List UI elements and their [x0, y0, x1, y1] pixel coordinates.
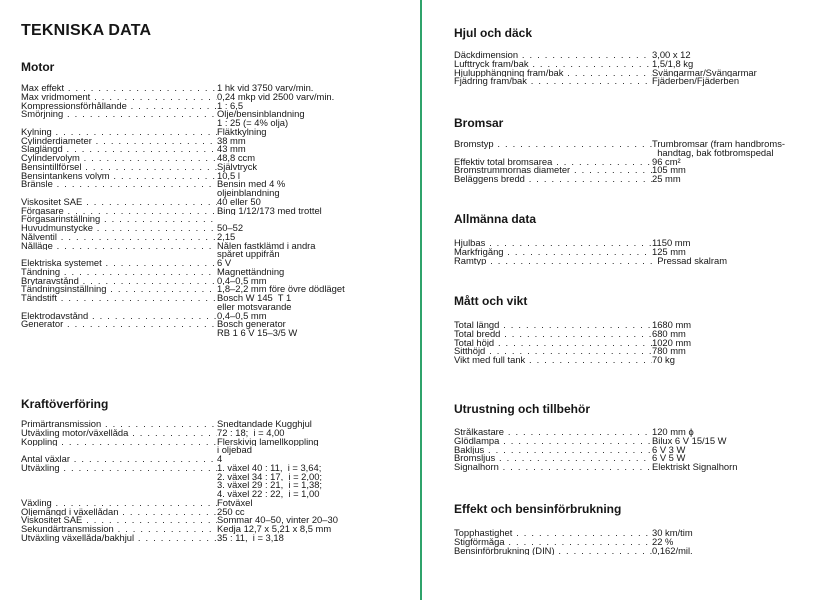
spec-row — [454, 339, 834, 348]
matt-spec-list — [454, 321, 834, 365]
spec-label: Nålventil . . . — [21, 233, 217, 242]
spec-value: spåret uppifrån — [217, 250, 280, 259]
spec-value: 1 hk vid 3750 varv/min. — [217, 84, 314, 93]
spec-value: 6 V — [217, 259, 232, 268]
spec-value: Flerskivig lamellkoppling — [217, 437, 319, 447]
spec-value: Bosch generator — [217, 320, 286, 329]
spec-label: Förgasare . . . — [21, 207, 217, 216]
spec-row — [454, 166, 834, 175]
spec-row — [21, 464, 413, 473]
spec-label: Kylning . . . — [21, 128, 217, 137]
spec-label: Viskositet SAE . . . — [21, 516, 217, 525]
spec-row — [21, 163, 413, 172]
spec-label: Sekundärtransmission . . . — [21, 525, 217, 534]
hjul-spec-list — [454, 51, 834, 86]
spec-value: Bilux 6 V 15/15 W — [652, 436, 727, 446]
spec-value: 50–52 — [217, 224, 244, 233]
spec-value: 6 V 3 W — [652, 445, 686, 455]
page-divider — [420, 0, 422, 600]
spec-row — [21, 490, 413, 499]
spec-label — [21, 446, 217, 455]
allmanna-spec-list — [454, 239, 834, 265]
spec-row — [21, 119, 413, 128]
spec-row — [21, 102, 413, 111]
spec-value: Snedtandade Kugghjul — [217, 420, 312, 429]
spec-label: Växling . . . — [21, 499, 217, 508]
spec-row — [454, 248, 834, 257]
spec-row — [21, 172, 413, 181]
spec-row — [21, 242, 413, 251]
spec-row — [454, 454, 834, 463]
spec-label: Tändning . . . — [21, 268, 217, 277]
spec-value: 96 cm² — [652, 157, 681, 167]
spec-label: Utväxling växellåda/bakhjul . . . — [21, 534, 217, 543]
spec-label: Hjulupphängning fram/bak . . . — [454, 69, 652, 78]
spec-label: Bränsle . . . — [21, 180, 217, 189]
spec-row — [454, 437, 834, 446]
spec-value: 1 : 25 (= 4% olja) — [217, 119, 289, 128]
spec-row — [454, 547, 834, 556]
spec-row — [21, 93, 413, 102]
spec-row — [21, 420, 413, 429]
spec-value: Kedja 12,7 x 5,21 x 8,5 mm — [217, 525, 332, 534]
spec-row — [454, 51, 834, 60]
spec-label — [21, 473, 217, 482]
spec-label: Tändningsinställning . . . — [21, 285, 217, 294]
spec-label: Nålläge . . . — [21, 242, 217, 251]
spec-value: 4 — [217, 455, 223, 464]
right-page — [423, 0, 840, 600]
bromsar-spec-list — [454, 140, 834, 184]
spec-label: Signalhorn . . . — [454, 463, 652, 472]
spec-row — [21, 525, 413, 534]
spec-row — [21, 329, 413, 338]
spec-label: Bromstrummornas diameter . . . — [454, 166, 652, 175]
spec-label: Brytaravstånd . . . — [21, 277, 217, 286]
spec-value: 3,00 x 12 — [652, 51, 691, 60]
spec-value: RB 1 6 V 15–3/5 W — [217, 329, 298, 338]
spec-label: Total höjd . . . — [454, 339, 652, 348]
spec-value: 10,5 l — [217, 171, 240, 181]
spec-label: Total längd . . . — [454, 321, 652, 330]
spec-value: 38 mm — [217, 136, 246, 146]
spec-value: 0,4–0,5 mm — [217, 276, 267, 286]
spec-value: Pressad skalram — [652, 256, 728, 266]
spec-label: Topphastighet . . . — [454, 529, 652, 538]
spec-value: 3. växel 29 : 21, i = 1,38; — [217, 481, 323, 490]
spec-label: Hjulbas . . . — [454, 239, 652, 248]
spec-value: Olje/bensinblandning — [217, 110, 305, 119]
spec-value: Fjäderben/Fjäderben — [652, 77, 740, 86]
section-heading-motor: Motor — [21, 60, 55, 74]
spec-label: Generator . . . — [21, 320, 217, 329]
spec-row — [21, 277, 413, 286]
spec-label: Elektriska systemet . . . — [21, 259, 217, 268]
spec-row — [21, 180, 413, 189]
spec-label: Tändstift . . . — [21, 294, 217, 303]
spec-row — [454, 69, 834, 78]
spec-row — [21, 481, 413, 490]
spec-value: Elektriskt Signalhorn — [652, 463, 738, 472]
spec-value: 1. växel 40 : 11, i = 3,64; — [217, 463, 322, 473]
spec-label: Effektiv total bromsarea . . . — [454, 158, 652, 167]
spec-value: 30 km/tim — [652, 529, 693, 538]
spec-row — [454, 77, 834, 86]
spec-label: Fjädring fram/bak . . . — [454, 77, 652, 86]
spec-value: 48,8 ccm — [217, 154, 256, 163]
spec-label — [454, 149, 652, 158]
spec-row — [454, 356, 834, 365]
spec-row — [454, 158, 834, 167]
spec-value: eller motsvarande — [217, 302, 292, 312]
spec-label: Glödlampa . . . — [454, 437, 652, 446]
spec-value: 4. växel 22 : 22, i = 1,00 — [217, 490, 320, 499]
spec-value — [217, 215, 413, 224]
spec-value: Bing 1/12/173 med trottel — [217, 206, 322, 216]
spec-value: 1,8–2,2 mm före övre dödläget — [217, 285, 345, 294]
spec-row — [21, 294, 413, 303]
spec-label: Utväxling motor/växellåda . . . — [21, 429, 217, 438]
spec-label: Strålkastare . . . — [454, 428, 652, 437]
spec-row — [21, 320, 413, 329]
spec-value: handtag, bak fotbromspedal — [652, 148, 774, 158]
spec-value: 680 mm — [652, 329, 686, 339]
spec-value: i oljebad — [217, 446, 252, 455]
spec-label: Bakljus . . . — [454, 446, 652, 455]
spec-value: 70 kg — [652, 356, 675, 365]
spec-label — [21, 490, 217, 499]
spec-row — [454, 257, 834, 266]
spec-row — [21, 215, 413, 224]
spec-row — [21, 207, 413, 216]
spec-label: Stigförmåga . . . — [454, 538, 652, 547]
spec-value: 125 mm — [652, 247, 686, 257]
spec-label: Bensintillförsel . . . — [21, 163, 217, 172]
spec-row — [21, 259, 413, 268]
spec-value: 2,15 — [217, 232, 236, 242]
spec-row — [454, 321, 834, 330]
spec-label: Antal växlar . . . — [21, 455, 217, 464]
spec-row — [21, 84, 413, 93]
section-heading-hjul: Hjul och däck — [454, 26, 533, 40]
spec-row — [21, 508, 413, 517]
spec-label: Sitthöjd . . . — [454, 347, 652, 356]
spec-value: Bosch W 145 T 1 — [217, 294, 292, 303]
spec-value: 0,162/mil. — [652, 546, 693, 556]
spec-value: Fotväxel — [217, 498, 253, 508]
spec-value: 1 : 6,5 — [217, 101, 244, 111]
spec-value: 43 mm — [217, 145, 246, 154]
spec-value: Fläktkylning — [217, 127, 267, 137]
document-title: TEKNISKA DATA — [21, 22, 152, 39]
spec-value: Självtryck — [217, 162, 258, 172]
spec-label: Lufttryck fram/bak . . . — [454, 60, 652, 69]
spec-row — [454, 175, 834, 184]
effekt-spec-list — [454, 529, 834, 555]
spec-label: Utväxling . . . — [21, 464, 217, 473]
spec-value: 2. växel 34 : 17, i = 2,00; — [217, 472, 323, 482]
spec-label: Slaglängd . . . — [21, 145, 217, 154]
spec-label: Total bredd . . . — [454, 330, 652, 339]
spec-label — [21, 481, 217, 490]
spec-value: 25 mm — [652, 175, 681, 184]
section-heading-utrustning: Utrustning och tillbehör — [454, 402, 590, 416]
spec-row — [21, 446, 413, 455]
section-heading-matt-och-vikt: Mått och vikt — [454, 294, 528, 308]
spec-row — [454, 529, 834, 538]
spec-label: Cylinderdiameter . . . — [21, 137, 217, 146]
section-heading-kraftoverforing: Kraftöverföring — [21, 397, 109, 411]
spec-label: Bromsljus . . . — [454, 454, 652, 463]
spec-value: 120 mm ϕ — [652, 428, 694, 437]
spec-label: Förgasarinställning . . . — [21, 215, 217, 224]
spec-label: Kompressionsförhållande . . . — [21, 102, 217, 111]
spec-row — [21, 473, 413, 482]
spec-row — [21, 268, 413, 277]
spec-label — [21, 303, 217, 312]
spec-value: 1680 mm — [652, 321, 692, 330]
spec-value: Svängarmar/Svängarmar — [652, 68, 757, 78]
spec-row — [21, 250, 413, 259]
spec-value: 1020 mm — [652, 338, 692, 348]
spec-label: Markfrigång . . . — [454, 248, 652, 257]
spec-label: Bensinförbrukning (DIN) . . . — [454, 547, 652, 556]
spec-row — [21, 516, 413, 525]
spec-label: Viskositet SAE . . . — [21, 198, 217, 207]
spec-label: Oljemängd i växellådan . . . — [21, 508, 217, 517]
spec-row — [21, 312, 413, 321]
spec-value: Trumbromsar (fram handbroms- — [652, 140, 786, 149]
spec-value: 0,24 mkp vid 2500 varv/min. — [217, 92, 335, 102]
spec-label: Max vridmoment . . . — [21, 93, 217, 102]
spec-label: Elektrodavstånd . . . — [21, 312, 217, 321]
spec-label: Cylindervolym . . . — [21, 154, 217, 163]
spec-row — [454, 446, 834, 455]
spec-label: Bromstyp . . . — [454, 140, 652, 149]
utrustning-spec-list — [454, 428, 834, 472]
spec-row — [21, 499, 413, 508]
spec-row — [21, 438, 413, 447]
spec-row — [21, 429, 413, 438]
spec-row — [21, 198, 413, 207]
spec-row — [21, 455, 413, 464]
spec-label — [21, 119, 217, 128]
spec-label: Huvudmunstycke . . . — [21, 224, 217, 233]
spec-label: Vikt med full tank . . . — [454, 356, 652, 365]
section-heading-effekt: Effekt och bensinförbrukning — [454, 502, 622, 516]
spec-value: 22 % — [652, 537, 674, 547]
spec-value: 40 eller 50 — [217, 197, 261, 207]
spec-row — [454, 330, 834, 339]
spec-value: 0,4–0,5 mm — [217, 311, 267, 321]
section-heading-allmanna-data: Allmänna data — [454, 212, 537, 226]
spec-label — [21, 189, 217, 198]
spec-row — [454, 538, 834, 547]
spec-label — [21, 329, 217, 338]
spec-value: 72 : 18; i = 4,00 — [217, 428, 285, 438]
spec-row — [454, 428, 834, 437]
spec-label: Beläggens bredd . . . — [454, 175, 652, 184]
spec-row — [21, 110, 413, 119]
spec-row — [21, 145, 413, 154]
spec-row — [21, 534, 413, 543]
spec-label: Primärtransmission . . . — [21, 420, 217, 429]
spec-row — [454, 347, 834, 356]
spec-row — [21, 128, 413, 137]
spec-value: 6 V 5 W — [652, 454, 686, 463]
spec-row — [454, 60, 834, 69]
spec-value: 35 : 11, i = 3,18 — [217, 533, 284, 543]
motor-spec-list — [21, 84, 413, 338]
spec-row — [21, 224, 413, 233]
spec-row — [21, 233, 413, 242]
spec-label — [21, 250, 217, 259]
spec-row — [454, 140, 834, 149]
spec-value: 1150 mm — [652, 239, 691, 248]
spec-label: Koppling . . . — [21, 438, 217, 447]
kraft-spec-list — [21, 420, 413, 543]
spec-row — [21, 303, 413, 312]
spec-row — [21, 154, 413, 163]
spec-label: Max effekt . . . — [21, 84, 217, 93]
spec-value: Nålen fastklämd i andra — [217, 241, 316, 251]
spec-label: Däckdimension . . . — [454, 51, 652, 60]
spec-row — [21, 285, 413, 294]
spec-value: 1,5/1,8 kg — [652, 59, 694, 69]
spec-label: Ramtyp . . . — [454, 257, 652, 266]
spec-value: oljeinblandning — [217, 189, 280, 198]
spec-value: Sommar 40–50, vinter 20–30 — [217, 516, 338, 525]
spec-value: 105 mm — [652, 166, 686, 175]
spec-row — [21, 137, 413, 146]
spec-value: 780 mm — [652, 347, 686, 356]
spec-row — [454, 149, 834, 158]
spec-value: Magnettändning — [217, 267, 285, 277]
spec-label: Smörjning . . . — [21, 110, 217, 119]
section-heading-bromsar: Bromsar — [454, 116, 504, 130]
spec-value: Bensin med 4 % — [217, 180, 286, 189]
spec-row — [21, 189, 413, 198]
spec-value: 250 cc — [217, 507, 245, 517]
spec-label: Bensintankens volym . . . — [21, 172, 217, 181]
spec-row — [454, 463, 834, 472]
spec-row — [454, 239, 834, 248]
